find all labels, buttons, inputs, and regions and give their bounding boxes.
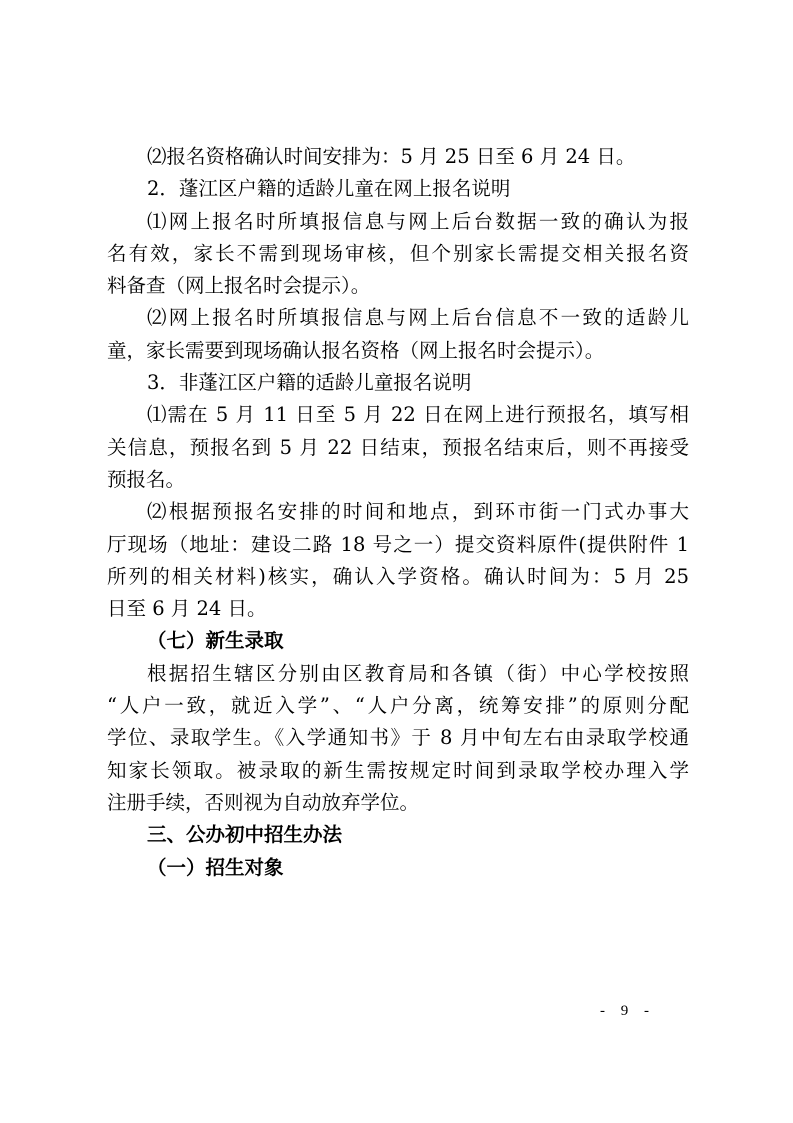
- paragraph-line: “人户一致，就近入学”、“人户分离，统筹安排”的原则分配: [107, 694, 689, 718]
- document-body: [107, 141, 689, 884]
- paragraph-line: 根据招生辖区分别由区教育局和各镇（街）中心学校按照: [147, 661, 689, 685]
- paragraph-line: 知家长领取。被录取的新生需按规定时间到录取学校办理入学: [107, 758, 689, 782]
- paragraph-line: 关信息，预报名到 5 月 22 日结束，预报名结束后，则不再接受: [107, 435, 689, 459]
- page-number: - 9 -: [600, 1003, 655, 1019]
- chapter-heading-junior-high: 三、公办初中招生办法: [147, 823, 343, 847]
- paragraph-line: 厅现场（地址：建设二路 18 号之一）提交资料原件(提供附件 1: [107, 532, 689, 556]
- paragraph-line: ⑵根据预报名安排的时间和地点，到环市街一门式办事大: [147, 500, 689, 524]
- paragraph-line: 童，家长需要到现场确认报名资格（网上报名时会提示）。: [107, 338, 605, 362]
- section-heading-3: 3．非蓬江区户籍的适龄儿童报名说明: [147, 371, 472, 395]
- paragraph-line: 所列的相关材料)核实，确认入学资格。确认时间为：5 月 25: [107, 564, 689, 588]
- paragraph-line: 学位、录取学生。《入学通知书》于 8 月中旬左右由录取学校通: [107, 726, 689, 750]
- paragraph-line: ⑴网上报名时所填报信息与网上后台数据一致的确认为报: [147, 209, 689, 233]
- paragraph-line: 料备查（网上报名时会提示）。: [107, 274, 371, 298]
- section-heading-new-student-admission: （七）新生录取: [147, 629, 284, 653]
- paragraph-line: ⑵报名资格确认时间安排为：5 月 25 日至 6 月 24 日。: [147, 145, 636, 168]
- paragraph-line: 名有效，家长不需到现场审核，但个别家长需提交相关报名资: [107, 241, 689, 265]
- paragraph-line: 注册手续，否则视为自动放弃学位。: [107, 790, 420, 814]
- paragraph-line: 日至 6 月 24 日。: [107, 597, 267, 621]
- paragraph-line: ⑵网上报名时所填报信息与网上后台信息不一致的适龄儿: [147, 306, 689, 330]
- section-heading-2: 2．蓬江区户籍的适龄儿童在网上报名说明: [147, 177, 511, 201]
- paragraph-line: 预报名。: [107, 467, 186, 491]
- section-heading-admission-targets: （一）招生对象: [147, 855, 284, 879]
- paragraph-line: ⑴需在 5 月 11 日至 5 月 22 日在网上进行预报名，填写相: [147, 403, 689, 427]
